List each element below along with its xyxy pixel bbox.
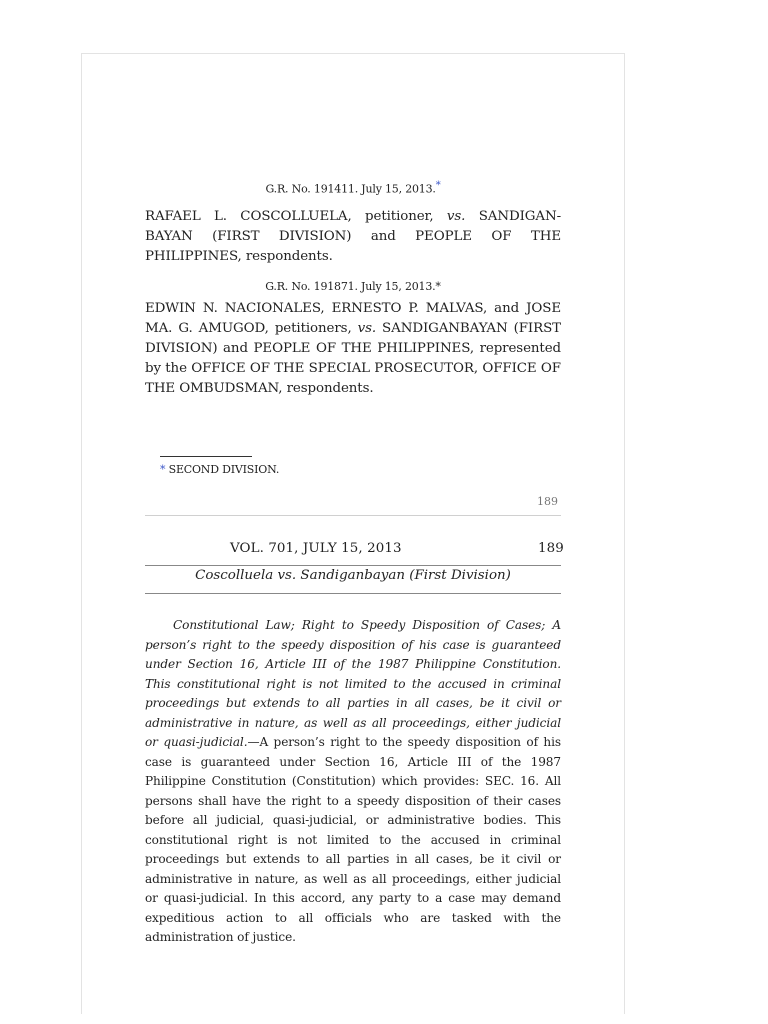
running-header-volume: VOL. 701, JULY 15, 2013 xyxy=(230,541,402,556)
page-number-gray: 189 xyxy=(537,495,558,508)
case1-gr-text: G.R. No. 191411. July 15, 2013. xyxy=(265,182,436,196)
case2-caption xyxy=(145,299,561,399)
case2-gr-text: G.R. No. 191871. July 15, 2013.* xyxy=(265,280,441,293)
case2-caption-vs: vs. xyxy=(357,321,377,336)
case1-caption-part2: SANDIGAN-BAYAN (FIRST DIVISION) and PEOPLE OF THE PHILIPPINES, respondents. xyxy=(145,209,561,264)
footnote-rule xyxy=(160,456,252,457)
case1-caption xyxy=(145,207,561,267)
footnote xyxy=(160,463,279,476)
header-rule-top xyxy=(145,565,561,566)
syllabus-paragraph xyxy=(145,616,561,948)
page-divider xyxy=(145,515,561,516)
syllabus-headnote: Constitutional Law; Right to Speedy Disposition of Cases; A person’s right to the speedy disposition of his case is guaranteed under Section 16, Article III of the 1987 Philippine Constitution. This constitutional right is not limited to the accused in criminal proceedings but extends to all parties in all cases, be it civil or administrative in nature, as well as all proceedings, either judicial or quasi-judicial. xyxy=(145,618,561,749)
footnote-marker-link[interactable]: * xyxy=(435,180,441,191)
header-rule-bottom xyxy=(145,593,561,594)
case1-caption-vs: vs. xyxy=(446,209,466,224)
case1-caption-part1: RAFAEL L. COSCOLLUELA, petitioner, xyxy=(145,209,447,224)
case2-caption-part2: SANDIGANBAYAN (FIRST DIVISION) and PEOPLE OF THE PHILIPPINES, represented by the OFFICE OF THE SPECIAL PROSECUTOR, OFFICE OF THE OMBUDSMAN, respondents. xyxy=(145,321,561,396)
document-page xyxy=(81,53,625,1014)
case1-gr-line xyxy=(82,180,624,196)
footnote-text: SECOND DIVISION. xyxy=(165,463,280,476)
running-header-title: Coscolluela vs. Sandiganbayan (First Division) xyxy=(195,568,511,583)
case2-caption-part1: EDWIN N. NACIONALES, ERNESTO P. MALVAS, and JOSE MA. G. AMUGOD, petitioners, xyxy=(145,301,561,336)
footnote-marker: * xyxy=(160,463,166,476)
syllabus-text: —A person’s right to the speedy disposition of his case is guaranteed under Section 16, Article III of the 1987 Philippine Constitution (Constitution) which provides: SEC. 16. All persons shall have the right to a speedy disposition of their cases before all judicial, quasi-judicial, or administrative bodies. This constitutional right is not limited to the accused in criminal proceedings but extends to all parties in all cases, be it civil or administrative in nature, as well as all proceedings, either judicial or quasi-judicial. In this accord, any party to a case may demand expeditious action to all officials who are tasked with the administration of justice. xyxy=(145,735,561,944)
case2-gr-line xyxy=(82,280,624,293)
running-header-page: 189 xyxy=(538,541,564,556)
